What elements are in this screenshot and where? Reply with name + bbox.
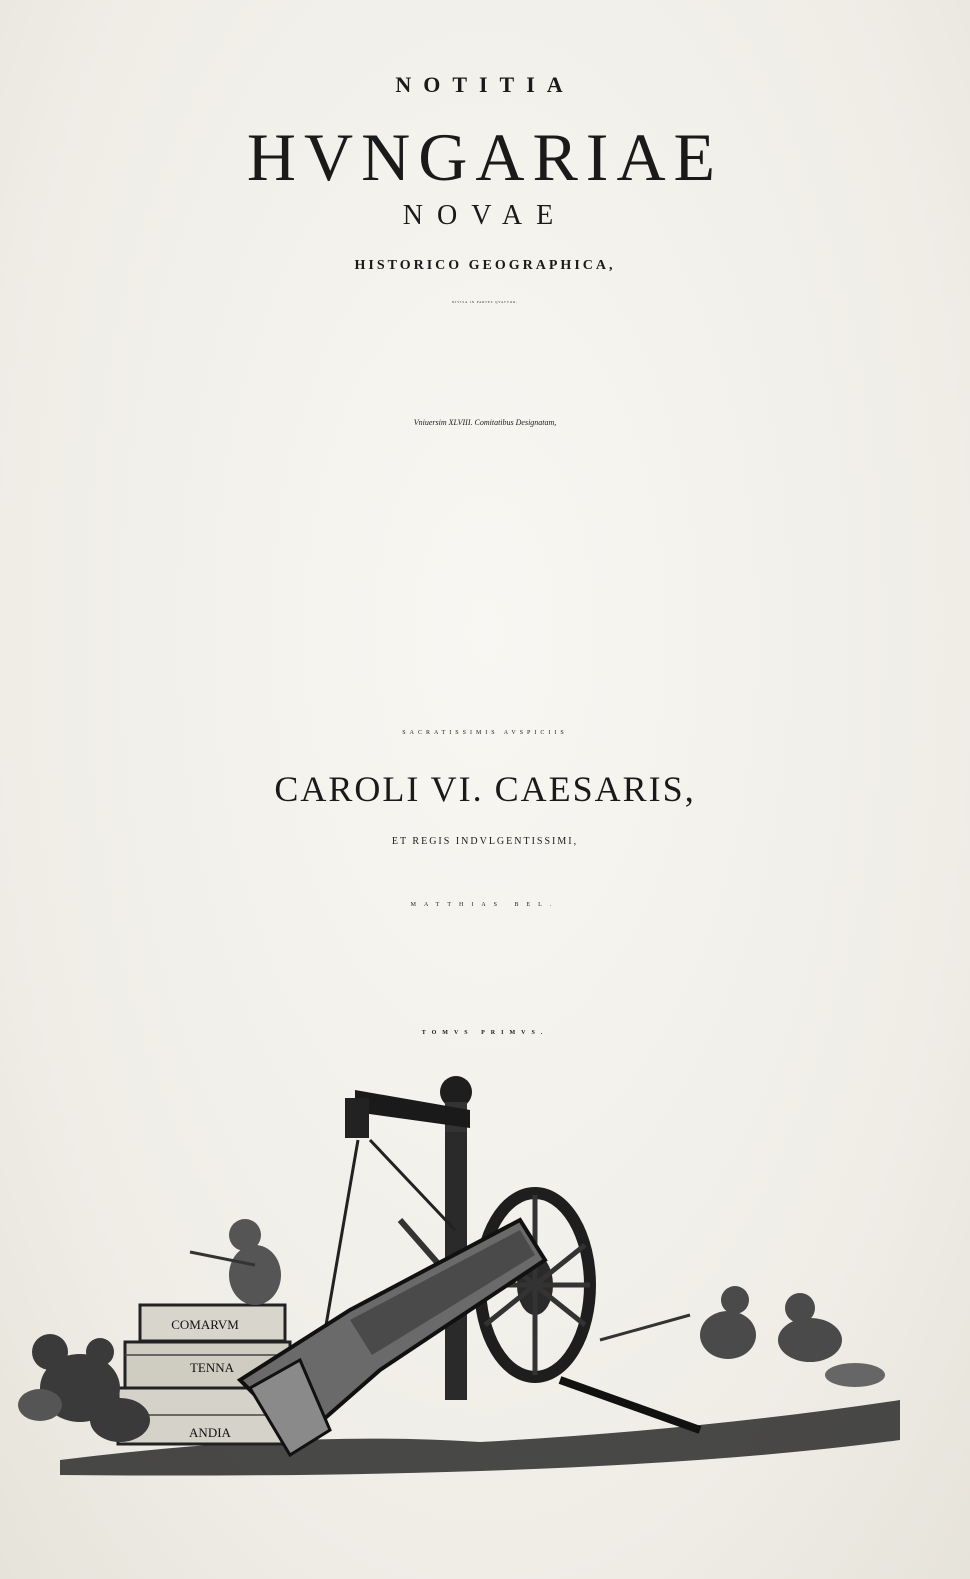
comitatibus-line: Vniuersim XLVIII. Comitatibus Designatam, [413, 418, 557, 427]
book-spine-1: COMARVM [171, 1317, 239, 1332]
subtitle-historico-geographica: HISTORICO GEOGRAPHICA, [354, 258, 616, 273]
title-line-novae: NOVAE [402, 200, 568, 231]
title-line-hungariae: HVNGARIAE [246, 119, 724, 195]
caroli-caesaris-line: CAROLI VI. CAESARIS, [274, 769, 696, 809]
author-name: MATTHIAS BEL. [410, 902, 560, 908]
cherubs-right [700, 1286, 885, 1387]
regis-line: ET REGIS INDVLGENTISSIMI, [391, 836, 579, 847]
book-spine-3: ANDIA [189, 1425, 231, 1440]
book-spine-2: TENNA [189, 1360, 235, 1375]
title-line-notitia: NOTITIA [395, 72, 575, 97]
surveying-engraving [0, 1070, 970, 1480]
auspiciis-line: SACRATISSIMIS AVSPICIIS [402, 730, 568, 736]
volume-line: TOMVS PRIMVS. [421, 1030, 549, 1036]
cherub-on-books [190, 1219, 281, 1305]
subtitle-divisa: DIVISA IN PARTES QVATVOR, [452, 300, 518, 304]
